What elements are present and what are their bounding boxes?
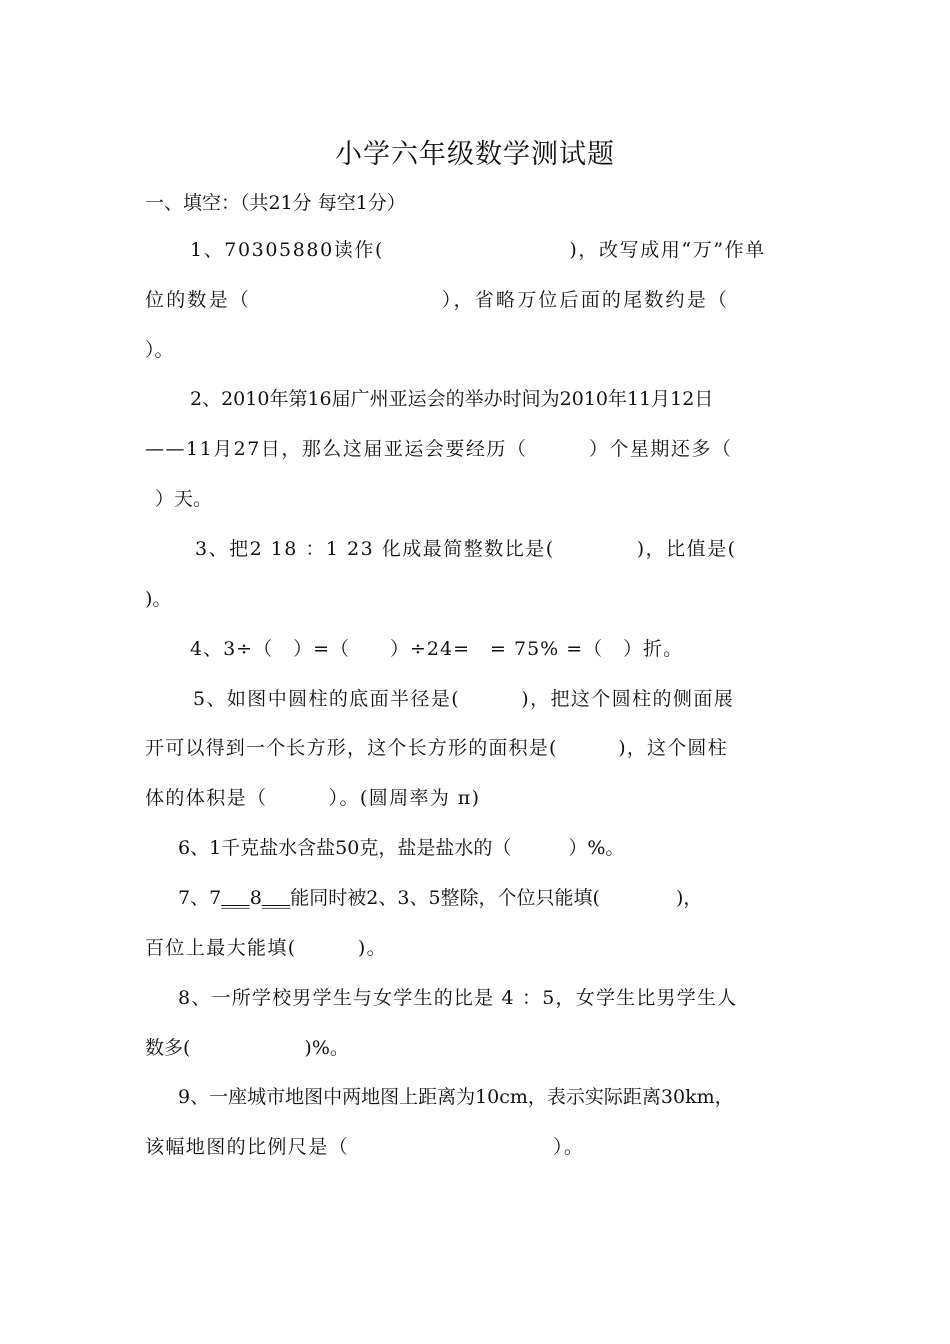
question-7-line-2: 百位上最大能填( )。	[145, 937, 388, 959]
question-8-line-2: 数多( )%。	[145, 1037, 349, 1059]
question-9-line-1: 9、一座城市地图中两地图上距离为10cm，表示实际距离30km，	[178, 1086, 734, 1108]
question-5-line-2: 开可以得到一个长方形，这个长方形的面积是( )，这个圆柱	[145, 737, 728, 759]
question-7-line-1	[178, 881, 848, 915]
question-4-line-1: 4、3÷（ ）=（ ）÷24= = 75% =（ ）折。	[190, 638, 684, 660]
question-5-line-1: 5、如图中圆柱的底面半径是( )，把这个圆柱的侧面展	[193, 688, 735, 710]
question-3-line-2: )。	[145, 588, 172, 610]
question-1-line-1: 1、70305880读作( )，改写成用“万”作单	[190, 239, 766, 261]
question-1-line-2: 位的数是（ ），省略万位后面的尾数约是（	[145, 289, 730, 311]
section-heading: 一、填空：（共21分 每空1分）	[145, 192, 406, 214]
question-8-line-1: 8、一所学校男学生与女学生的比是 4 ：5，女学生比男学生人	[178, 987, 738, 1009]
digit-blank-1: ___	[221, 887, 250, 909]
question-3-line-1: 3、把2 18 ：1 23 化成最简整数比是( )，比值是(	[195, 538, 737, 560]
question-5-line-3: 体的体积是（ ）。(圆周率为 π)	[145, 787, 481, 809]
digit-blank-2: ___	[261, 887, 291, 909]
question-9-line-2: 该幅地图的比例尺是（ ）。	[145, 1136, 585, 1158]
question-7-prefix: 7、7	[178, 887, 222, 909]
question-2-line-2: ——11月27日，那么这届亚运会要经历（ ）个星期还多（	[145, 438, 733, 460]
question-2-line-3: ）天。	[155, 488, 213, 510]
question-7-text: 能同时被2、3、5整除，个位只能填( )，	[290, 887, 703, 909]
page-title: 小学六年级数学测试题	[335, 139, 615, 170]
question-2-line-1: 2、2010年第16届广州亚运会的举办时间为2010年11月12日	[190, 388, 714, 410]
question-1-line-3: ）。	[145, 339, 174, 361]
question-7-digit: 8	[249, 887, 262, 909]
question-6-line-1: 6、1千克盐水含盐50克，盐是盐水的（ ）%。	[178, 837, 625, 859]
